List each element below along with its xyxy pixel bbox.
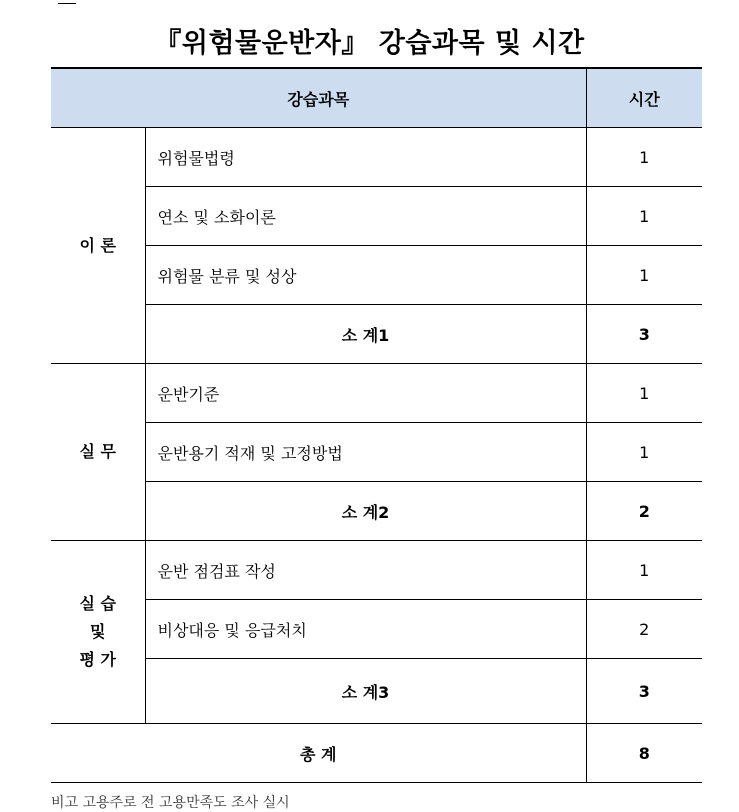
total-hours: 8 xyxy=(586,724,702,783)
subtotal-row xyxy=(51,305,702,364)
course-table xyxy=(51,67,702,783)
page-title: 『위험물운반자』 강습과목 및 시간 xyxy=(154,28,585,59)
subject-cell: 운반기준 xyxy=(145,364,586,423)
subtotal-hours: 2 xyxy=(586,482,702,541)
subtotal-hours: 3 xyxy=(586,659,702,724)
table-row xyxy=(51,541,702,600)
table-header-row xyxy=(51,68,702,128)
subtotal-label: 소 계3 xyxy=(145,659,586,724)
hours-cell: 1 xyxy=(586,246,702,305)
subject-cell: 연소 및 소화이론 xyxy=(145,187,586,246)
table-row xyxy=(51,128,702,187)
hours-cell: 1 xyxy=(586,364,702,423)
total-label: 총 계 xyxy=(51,724,586,783)
header-course: 강습과목 xyxy=(51,68,586,128)
hours-cell: 1 xyxy=(586,128,702,187)
header-hours: 시간 xyxy=(586,68,702,128)
category-label: 이 론 xyxy=(79,235,116,255)
category-label: 실 습 xyxy=(79,594,116,613)
category-label: 평 가 xyxy=(79,650,116,669)
hours-cell: 1 xyxy=(586,423,702,482)
subject-cell: 위험물법령 xyxy=(145,128,586,187)
category-label: 실 무 xyxy=(79,442,116,461)
table-row xyxy=(51,423,702,482)
category-cell xyxy=(51,541,145,724)
table-row xyxy=(51,187,702,246)
subject-cell: 위험물 분류 및 성상 xyxy=(145,246,586,305)
subject-cell: 비상대응 및 응급처치 xyxy=(145,600,586,659)
top-margin-mark xyxy=(58,0,76,4)
subtotal-row xyxy=(51,482,702,541)
category-cell xyxy=(51,364,145,541)
subtotal-row xyxy=(51,659,702,724)
subject-cell: 운반용기 적재 및 고정방법 xyxy=(145,423,586,482)
category-cell xyxy=(51,128,145,364)
table-row xyxy=(51,246,702,305)
category-label: 및 xyxy=(90,622,106,641)
hours-cell: 1 xyxy=(586,187,702,246)
total-row xyxy=(51,724,702,783)
footnote: 비고 고용주로 전 고용만족도 조사 실시 xyxy=(51,795,290,811)
subtotal-label: 소 계2 xyxy=(145,482,586,541)
hours-cell: 1 xyxy=(586,541,702,600)
hours-cell: 2 xyxy=(586,600,702,659)
subject-cell: 운반 점검표 작성 xyxy=(145,541,586,600)
subtotal-hours: 3 xyxy=(586,305,702,364)
subtotal-label: 소 계1 xyxy=(145,305,586,364)
table-row xyxy=(51,364,702,423)
table-row xyxy=(51,600,702,659)
